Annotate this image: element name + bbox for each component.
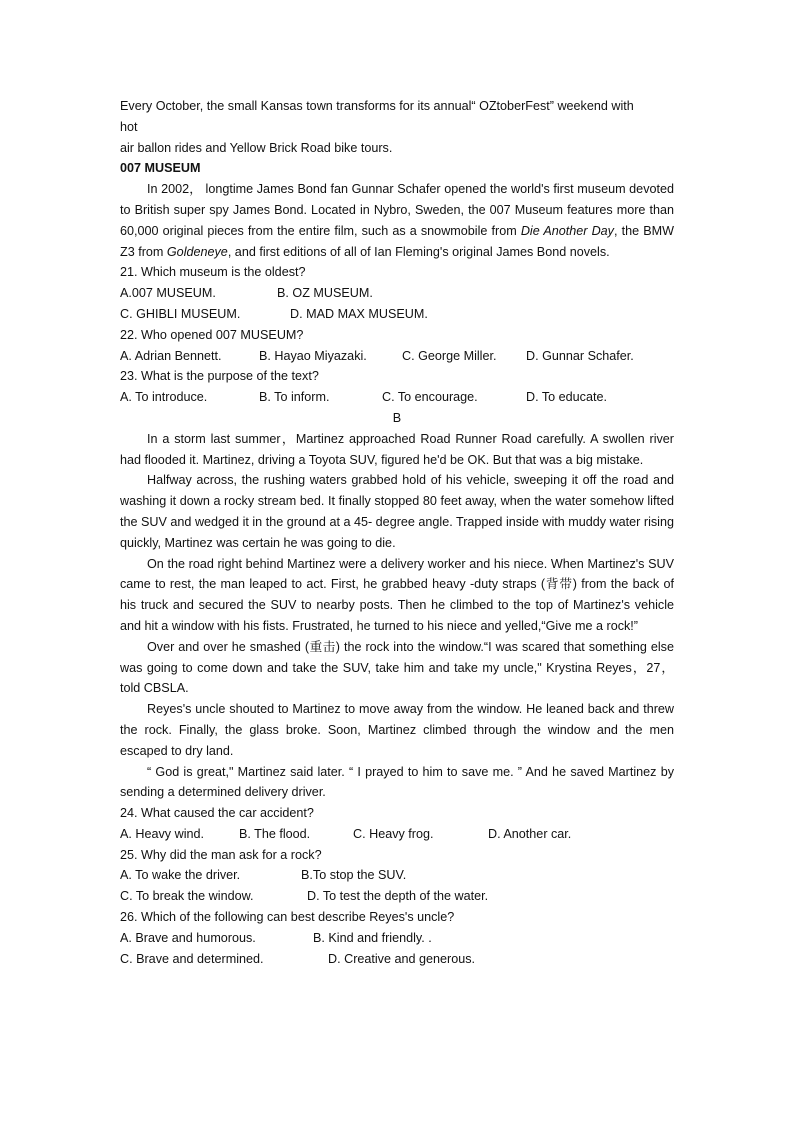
- question-21: 21. Which museum is the oldest?: [120, 265, 306, 280]
- option-23-d: D. To educate.: [526, 390, 607, 405]
- question-26-options-row-1: [120, 928, 674, 949]
- museum-text-1: In 2002， longtime James Bond fan Gunnar Schafer opened the world's first museum devoted to British super spy James Bond. Located in Nybro, Sweden, the 007 Museum features more than 60,000 original pieces from the entire film, such as a snowmobile from: [120, 182, 674, 238]
- question-21-options-row-2: [120, 304, 674, 325]
- story-paragraph-1: In a storm last summer，Martinez approached Road Runner Road carefully. A swollen river had flooded it. Martinez, driving a Toyota SUV, figured he'd be OK. But that was a big mistake.: [120, 431, 674, 467]
- question-23-options: [120, 387, 674, 408]
- option-26-c: C. Brave and determined.: [120, 951, 264, 966]
- film-title-die-another-day: Die Another Day: [520, 223, 614, 238]
- option-22-c: C. George Miller.: [402, 348, 497, 363]
- option-21-b: B. OZ MUSEUM.: [277, 286, 373, 301]
- story-paragraph-6: “ God is great," Martinez said later. “ I prayed to him to save me. ” And he saved Martinez by sending a determined delivery driver.: [120, 764, 674, 800]
- intro-line-1: Every October, the small Kansas town transforms for its annual“ OZtoberFest” weekend with: [120, 99, 634, 113]
- story-paragraph-5: Reyes's uncle shouted to Martinez to move away from the window. He leaned back and threw the rock. Finally, the glass broke. Soon, Martinez climbed through the window and the men escaped to dry land.: [120, 702, 674, 758]
- question-26: 26. Which of the following can best describe Reyes's uncle?: [120, 910, 455, 925]
- option-25-d: D. To test the depth of the water.: [307, 889, 489, 904]
- question-25-options-row-1: [120, 865, 674, 886]
- option-21-d: D. MAD MAX MUSEUM.: [290, 306, 428, 321]
- question-22-options: [120, 346, 674, 367]
- option-26-d: D. Creative and generous.: [328, 951, 476, 966]
- question-24: 24. What caused the car accident?: [120, 806, 314, 821]
- question-23: 23. What is the purpose of the text?: [120, 369, 319, 384]
- option-24-c: C. Heavy frog.: [353, 826, 434, 841]
- document-page: [120, 96, 674, 969]
- question-25-options-row-2: [120, 886, 674, 907]
- question-22: 22. Who opened 007 MUSEUM?: [120, 327, 304, 342]
- option-26-a: A. Brave and humorous.: [120, 930, 256, 945]
- museum-text-2: , the BMW Z3 from: [120, 223, 675, 259]
- question-26-options-row-2: [120, 949, 674, 970]
- intro-line-2: hot: [120, 119, 138, 134]
- museum-heading: 007 MUSEUM: [120, 161, 201, 176]
- option-23-b: B. To inform.: [259, 390, 330, 405]
- question-21-options-row-1: [120, 283, 674, 304]
- museum-paragraph: [120, 179, 674, 262]
- intro-line-3: air ballon rides and Yellow Brick Road bike tours.: [120, 140, 393, 155]
- option-23-c: C. To encourage.: [382, 390, 478, 405]
- option-22-b: B. Hayao Miyazaki.: [259, 348, 367, 363]
- option-21-a: A.007 MUSEUM.: [120, 286, 216, 301]
- question-25: 25. Why did the man ask for a rock?: [120, 847, 322, 862]
- option-25-b: B.To stop the SUV.: [301, 868, 407, 883]
- story-paragraph-3: On the road right behind Martinez were a delivery worker and his niece. When Martinez's SUV came to rest, the man leaped to act. First, he grabbed heavy -duty straps (背带) from the back of his truck and secured the SUV to nearby posts. Then he climbed to the top of Martinez's vehicle and hit a window with his fists. Frustrated, he turned to his niece and yelled,“Give me a rock!”: [120, 556, 674, 633]
- option-22-d: D. Gunnar Schafer.: [526, 348, 634, 363]
- option-21-c: C. GHIBLI MUSEUM.: [120, 306, 241, 321]
- option-25-c: C. To break the window.: [120, 889, 254, 904]
- museum-text-3: , and first editions of all of Ian Fleming's original James Bond novels.: [227, 244, 610, 259]
- option-25-a: A. To wake the driver.: [120, 868, 241, 883]
- film-title-goldeneye: Goldeneye: [166, 244, 228, 259]
- option-26-b: B. Kind and friendly. .: [313, 930, 432, 945]
- story-paragraph-2: Halfway across, the rushing waters grabbed hold of his vehicle, sweeping it off the road and washing it down a rocky stream bed. It finally stopped 80 feet away, when the water somehow lifted the SUV and wedged it in the ground at a 45- degree angle. Trapped inside with muddy water rising quickly, Martinez was certain he was going to die.: [120, 473, 674, 550]
- option-24-d: D. Another car.: [488, 826, 572, 841]
- section-b-label: B: [392, 410, 402, 425]
- story-paragraph-4: Over and over he smashed (重击) the rock into the window.“I was scared that something else was going to come down and take the SUV, take him and take my uncle," Krystina Reyes，27， told CBSLA.: [120, 639, 674, 696]
- option-23-a: A. To introduce.: [120, 390, 208, 405]
- option-24-a: A. Heavy wind.: [120, 826, 204, 841]
- option-22-a: A. Adrian Bennett.: [120, 348, 222, 363]
- option-24-b: B. The flood.: [239, 826, 311, 841]
- question-24-options: [120, 824, 674, 845]
